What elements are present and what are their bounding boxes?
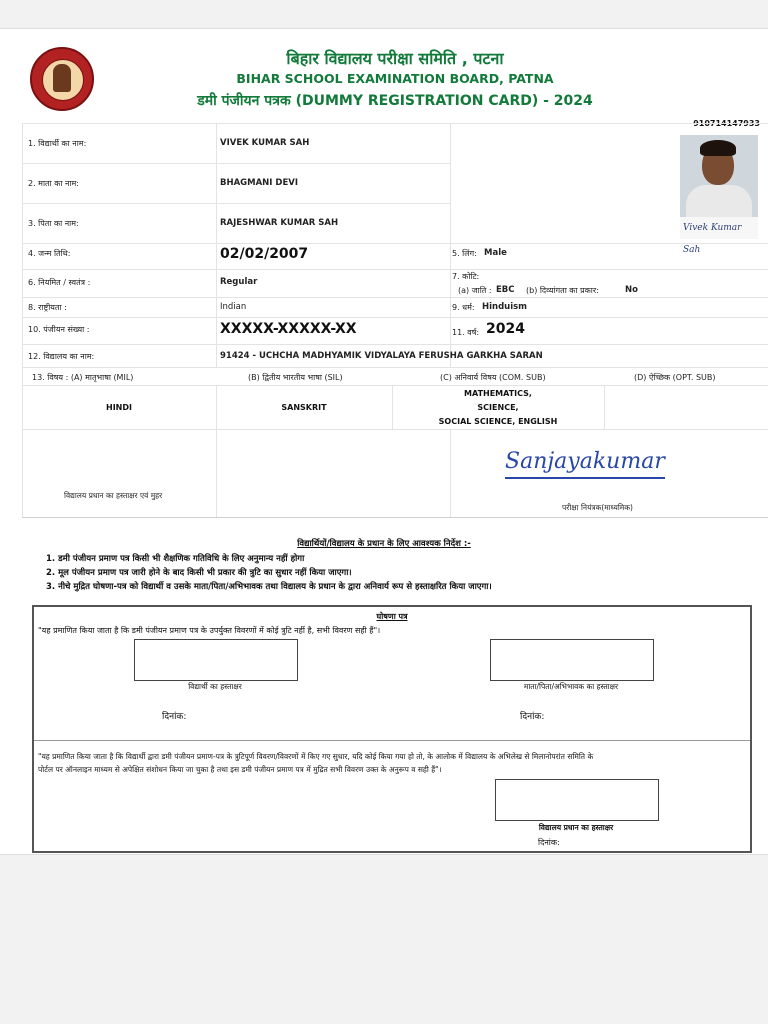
grid-line: [22, 269, 768, 270]
principal-signature-label: विद्यालय प्रधान का हस्ताक्षर: [538, 823, 614, 832]
subject-header-opt: (D) ऐच्छिक (OPT. SUB): [634, 373, 716, 382]
grid-line: [450, 429, 451, 517]
student-date-label: दिनांक:: [162, 712, 187, 722]
gender-value: Male: [484, 248, 507, 258]
subject-header-com: (C) अनिवार्य विषय (COM. SUB): [440, 373, 546, 382]
declaration-title: घोषणा पत्र: [376, 612, 408, 621]
principal-signature-box[interactable]: [495, 779, 659, 821]
subject-sil: SANSKRIT: [281, 403, 327, 412]
board-title-hindi: बिहार विद्यालय परीक्षा समिति , पटना: [286, 49, 504, 68]
student-signature-label: विद्यार्थी का हस्ताक्षर: [188, 682, 242, 691]
grid-line: [22, 123, 23, 517]
mother-name: BHAGMANI DEVI: [220, 178, 299, 188]
category-label: 7. कोटि:: [452, 272, 480, 281]
dob-value: 02/02/2007: [220, 246, 309, 262]
subject-com-2: SCIENCE,: [477, 403, 519, 412]
gender-label: 5. लिंग:: [452, 249, 477, 258]
year-value: 2024: [486, 321, 525, 337]
grid-line: [22, 344, 768, 345]
grid-line: [22, 367, 768, 368]
board-title-english: BIHAR SCHOOL EXAMINATION BOARD, PATNA: [236, 71, 554, 86]
religion-label: 9. धर्म:: [452, 303, 475, 312]
grid-line: [22, 385, 768, 386]
declaration-text-2-line-2: पोर्टल पर ऑनलाइन माध्यम से अपेक्षित संशोधन किया जा चुका है तथा इस डमी पंजीयन प्रमाण पत्र में मुद्रित सभी विवरण उक्त के अनुरूप व सही हैं"।: [38, 765, 442, 774]
grid-line: [22, 317, 768, 318]
declaration-separator: [34, 740, 750, 741]
nationality-value: Indian: [220, 302, 247, 312]
principal-seal-label: विद्यालय प्रधान का हस्ताक्षर एवं मुहर: [64, 491, 163, 500]
grid-line: [216, 123, 217, 367]
grid-line: [22, 203, 450, 204]
status-value: Regular: [220, 277, 258, 287]
instruction-3: 3. नीचे मुद्रित घोषणा-पत्र को विद्यार्थी व उसके माता/पिता/अभिभावक तथा विद्यालय के प्रधान के द्वारा अनिवार्य रूप से हस्ताक्षरित किया जाएगा।: [46, 582, 492, 592]
student-photo: [680, 135, 758, 255]
declaration-box: [32, 605, 752, 853]
father-name: RAJESHWAR KUMAR SAH: [220, 218, 339, 228]
religion-value: Hinduism: [482, 302, 528, 312]
regno-value: XXXXX-XXXXX-XX: [220, 321, 357, 337]
grid-line: [450, 123, 451, 367]
controller-signature: Sanjayakumar: [505, 449, 665, 474]
grid-line: [22, 243, 768, 244]
student-photo-signature: Vivek Kumar Sah: [680, 217, 758, 239]
status-label: 6. नियमित / स्वतंत्र :: [28, 278, 91, 287]
dob-label: 4. जन्म तिथि:: [28, 249, 71, 258]
caste-label: (a) जाति :: [458, 286, 492, 295]
disability-label: (b) दिव्यांगता का प्रकार:: [526, 286, 599, 295]
parent-signature-label: माता/पिता/अभिभावक का हस्ताक्षर: [523, 682, 619, 691]
instructions-title: विद्यार्थियों/विद्यालय के प्रधान के लिए आवश्यक निर्देश :-: [297, 539, 471, 549]
parent-signature-box[interactable]: [490, 639, 654, 681]
regno-label: 10. पंजीयन संख्या :: [28, 325, 90, 334]
controller-label: परीक्षा नियंत्रक(माध्यमिक): [562, 503, 633, 512]
grid-line: [22, 517, 768, 518]
subject-mil: HINDI: [106, 403, 132, 412]
grid-line: [604, 385, 605, 429]
grid-line: [22, 123, 768, 124]
school-name: 91424 - UCHCHA MADHYAMIK VIDYALAYA FERUSHA GARKHA SARAN: [220, 351, 543, 361]
year-label: 11. वर्ष:: [452, 328, 480, 337]
student-name-label: 1. विद्यार्थी का नाम:: [28, 139, 87, 148]
student-signature-box[interactable]: [134, 639, 298, 681]
controller-signature-stroke: [505, 477, 665, 479]
declaration-text-1: "यह प्रमाणित किया जाता है कि डमी पंजीयन प्रमाण पत्र के उपर्युक्त विवरणों में कोई त्रुटि नहीं है, सभी विवरण सही हैं"।: [38, 626, 381, 635]
nationality-label: 8. राष्ट्रीयता :: [28, 303, 67, 312]
caste-value: EBC: [496, 285, 515, 295]
parent-date-label: दिनांक:: [520, 712, 545, 722]
student-name: VIVEK KUMAR SAH: [220, 138, 310, 148]
mother-name-label: 2. माता का नाम:: [28, 179, 79, 188]
subject-header-sil: (B) द्वितीय भारतीय भाषा (SIL): [248, 373, 343, 382]
disability-value: No: [625, 285, 638, 295]
principal-date-label: दिनांक:: [538, 838, 560, 847]
subject-com-3: SOCIAL SCIENCE, ENGLISH: [438, 417, 558, 426]
instruction-1: 1. डमी पंजीयन प्रमाण पत्र किसी भी शैक्षणिक गतिविधि के लिए अनुमान्य नहीं होगा: [46, 554, 305, 564]
school-label: 12. विद्यालय का नाम:: [28, 352, 95, 361]
grid-line: [22, 163, 450, 164]
grid-line: [22, 429, 768, 430]
registration-card: [22, 37, 768, 517]
instruction-2: 2. मूल पंजीयन प्रमाण पत्र जारी होने के बाद किसी भी प्रकार की त्रुटि का सुधार नहीं किया जाएगा।: [46, 568, 352, 578]
card-title: डमी पंजीयन पत्रक (DUMMY REGISTRATION CARD) - 2024: [197, 93, 593, 109]
declaration-text-2-line-1: "यह प्रमाणित किया जाता है कि विद्यार्थी द्वारा डमी पंजीयन प्रमाण-पत्र के त्रुटिपूर्ण विवरण/विवरणों में किए गए सुधार, यदि कोई किया गया हो तो, के आलोक में विद्यालय के अभिलेख से मिलानोपरांत समिति के: [38, 752, 594, 761]
subject-com-1: MATHEMATICS,: [464, 389, 532, 398]
father-name-label: 3. पिता का नाम:: [28, 219, 79, 228]
grid-line: [22, 297, 768, 298]
subject-header-mil: 13. विषय : (A) मातृभाषा (MIL): [32, 373, 134, 382]
